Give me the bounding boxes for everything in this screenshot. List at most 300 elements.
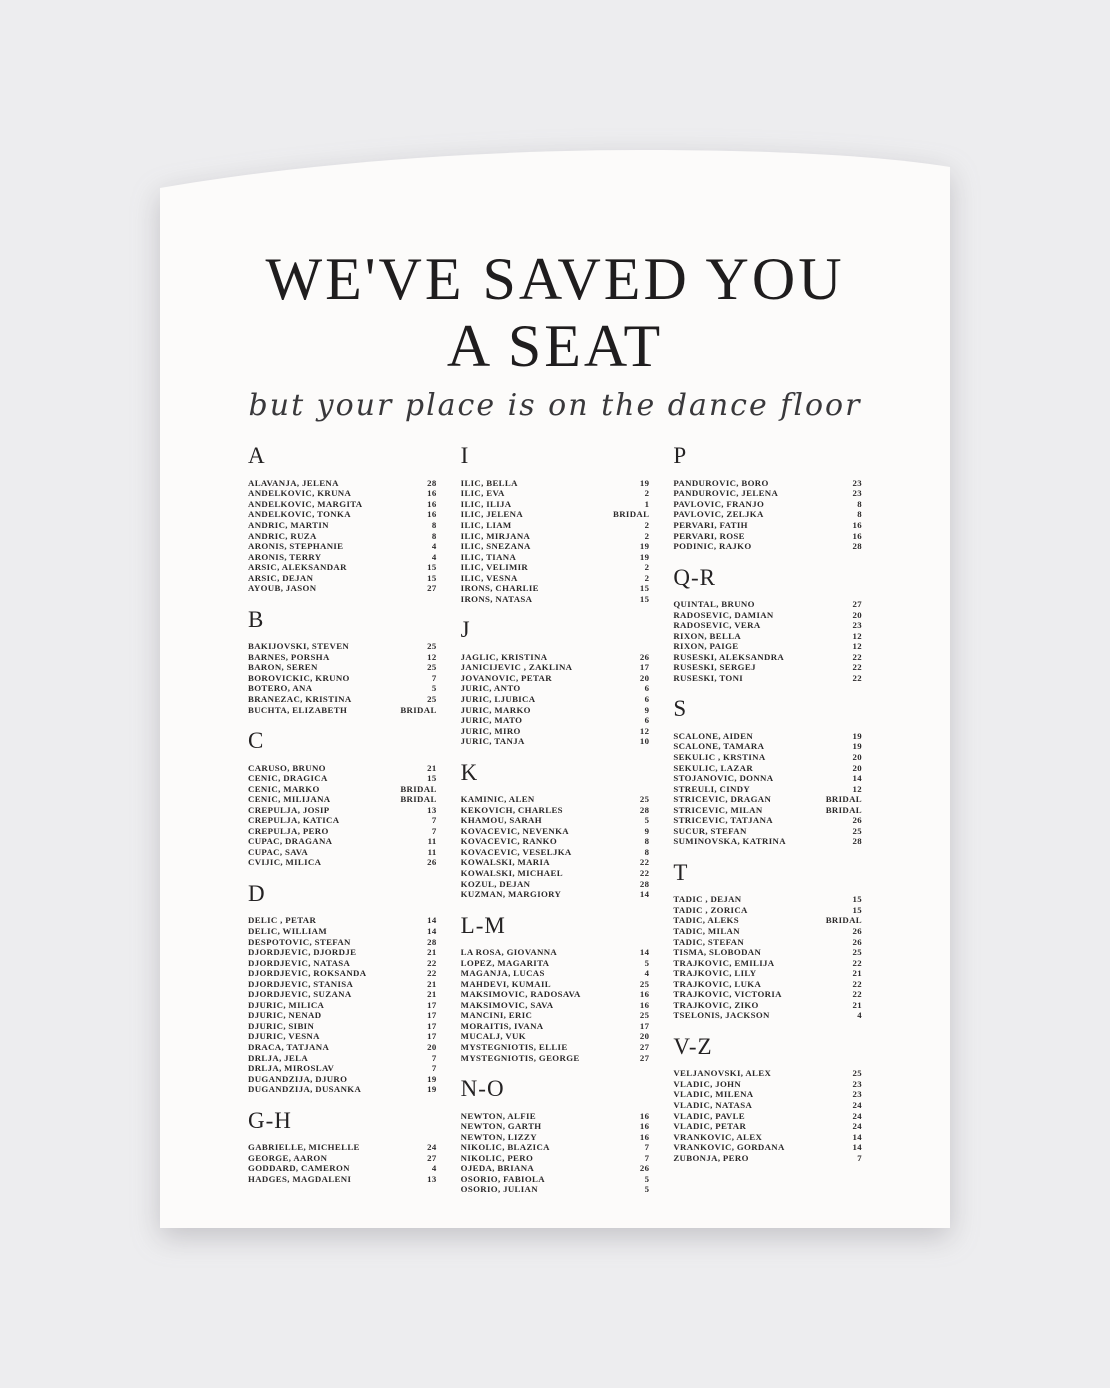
guest-name: ANDELKOVIC, TONKA bbox=[248, 509, 351, 520]
table-number: 28 bbox=[427, 477, 437, 488]
letter-section-s bbox=[673, 696, 862, 846]
guest-name: RADOSEVIC, VERA bbox=[673, 620, 761, 631]
table-number: 25 bbox=[427, 662, 437, 673]
table-number: 17 bbox=[427, 1031, 437, 1042]
guest-name: ILIC, SNEZANA bbox=[460, 541, 531, 552]
guest-name: OSORIO, FABIOLA bbox=[460, 1173, 545, 1184]
table-number: 8 bbox=[644, 836, 650, 847]
table-number: 6 bbox=[644, 694, 650, 704]
guest-name: KHAMOU, SARAH bbox=[460, 815, 542, 826]
guest-name: NIKOLIC, PERO bbox=[460, 1152, 534, 1163]
guest-row bbox=[673, 673, 862, 684]
guest-name: NIKOLIC, BLAZICA bbox=[460, 1142, 550, 1153]
guest-name: PODINIC, RAJKO bbox=[673, 541, 752, 552]
guest-row bbox=[461, 1111, 650, 1122]
guest-name: VLADIC, PAVLE bbox=[673, 1110, 746, 1121]
guest-name: KOVACEVIC, VESELJKA bbox=[460, 846, 572, 857]
guest-name: JURIC, TANJA bbox=[460, 736, 525, 747]
guest-name: PERVARI, FATIH bbox=[673, 520, 748, 530]
guest-row bbox=[461, 805, 650, 816]
guest-name: MAKSIMOVIC, RADOSAVA bbox=[460, 989, 581, 1000]
poster-title bbox=[248, 194, 862, 380]
guest-row bbox=[461, 509, 650, 520]
table-number: 5 bbox=[644, 957, 650, 968]
table-number: 28 bbox=[639, 878, 650, 889]
guest-row bbox=[461, 594, 650, 605]
guest-row bbox=[248, 552, 437, 563]
table-number: 19 bbox=[852, 741, 863, 752]
guest-row bbox=[673, 1100, 862, 1111]
guest-name: IRONS, CHARLIE bbox=[460, 583, 539, 594]
guest-name: MYSTEGNIOTIS, GEORGE bbox=[460, 1052, 580, 1063]
guest-name: DUGANDZIJA, DJURO bbox=[248, 1073, 348, 1084]
guest-row bbox=[248, 1084, 437, 1095]
table-number: 14 bbox=[852, 1131, 863, 1142]
table-number: 21 bbox=[852, 999, 863, 1010]
guest-row bbox=[248, 573, 437, 584]
guest-row bbox=[673, 905, 862, 916]
table-number: 25 bbox=[852, 825, 863, 836]
guest-name: QUINTAL, BRUNO bbox=[673, 599, 755, 610]
guest-name: TRAJKOVIC, LILY bbox=[673, 968, 757, 979]
guest-row bbox=[248, 947, 437, 958]
guest-name: JANICIJEVIC , ZAKLINA bbox=[460, 662, 573, 673]
guest-name: GEORGE, AARON bbox=[248, 1152, 328, 1163]
table-number: 16 bbox=[639, 1131, 650, 1142]
table-number: 28 bbox=[852, 836, 863, 847]
guest-name: ILIC, MIRJANA bbox=[460, 530, 531, 541]
guest-row bbox=[461, 478, 650, 489]
guest-name: RUSESKI, TONI bbox=[673, 672, 744, 683]
table-number: 21 bbox=[852, 968, 863, 979]
table-number: 2 bbox=[644, 488, 650, 499]
guest-row bbox=[248, 705, 437, 716]
guest-row bbox=[673, 826, 862, 837]
guest-name: CENIC, DRAGICA bbox=[248, 773, 328, 784]
title-line-1: WE'VE SAVED YOU bbox=[265, 246, 845, 312]
guest-name: DRACA, TATJANA bbox=[248, 1042, 330, 1052]
guest-name: ANDELKOVIC, KRUNA bbox=[248, 488, 352, 499]
guest-row bbox=[248, 784, 437, 795]
guest-name: DJURIC, VESNA bbox=[248, 1031, 320, 1042]
table-number: 26 bbox=[639, 1163, 650, 1174]
guest-column-2 bbox=[461, 443, 650, 1195]
guest-name: VELJANOVSKI, ALEX bbox=[673, 1068, 772, 1079]
guest-name: KEKOVICH, CHARLES bbox=[460, 804, 563, 815]
guest-name: OJEDA, BRIANA bbox=[460, 1163, 535, 1174]
guest-row bbox=[248, 1031, 437, 1042]
table-number: 7 bbox=[431, 1052, 437, 1063]
guest-row bbox=[461, 1031, 650, 1042]
guest-name: MAHDEVI, KUMAIL bbox=[460, 978, 551, 989]
guest-name: DESPOTOVIC, STEFAN bbox=[248, 936, 351, 947]
guest-name: BRANEZAC, KRISTINA bbox=[248, 694, 352, 704]
guest-row bbox=[248, 1142, 437, 1153]
guest-name: LOPEZ, MAGARITA bbox=[460, 957, 550, 968]
guest-row bbox=[248, 562, 437, 573]
guest-name: SEKULIC , KRSTINA bbox=[673, 751, 766, 762]
guest-name: KOZUL, DEJAN bbox=[460, 878, 531, 889]
guest-name: ANDRIC, MARTIN bbox=[248, 520, 329, 530]
guest-name: MANCINI, ERIC bbox=[460, 1010, 533, 1021]
guest-name: BAKIJOVSKI, STEVEN bbox=[248, 641, 350, 652]
guest-row bbox=[673, 815, 862, 826]
guest-name: CVIJIC, MILICA bbox=[248, 857, 322, 868]
table-number: 8 bbox=[857, 509, 863, 520]
table-number: 14 bbox=[852, 773, 863, 784]
table-number: 17 bbox=[639, 662, 650, 673]
guest-row bbox=[248, 979, 437, 990]
guest-column-1 bbox=[248, 443, 437, 1195]
guest-row bbox=[673, 784, 862, 795]
table-number: 22 bbox=[852, 989, 863, 1000]
guest-name: VLADIC, PETAR bbox=[673, 1121, 747, 1132]
guest-name: KUZMAN, MARGIORY bbox=[460, 889, 562, 900]
guest-name: VLADIC, JOHN bbox=[673, 1078, 742, 1089]
guest-name: DJORDJEVIC, ROKSANDA bbox=[248, 968, 367, 979]
table-number: 15 bbox=[639, 583, 650, 594]
guest-name: RUSESKI, ALEKSANDRA bbox=[673, 651, 785, 662]
guest-row bbox=[461, 583, 650, 594]
guest-row bbox=[461, 736, 650, 747]
guest-row bbox=[673, 1010, 862, 1021]
guest-row bbox=[248, 926, 437, 937]
table-number: 9 bbox=[644, 704, 650, 715]
table-number: 8 bbox=[644, 846, 650, 857]
guest-row bbox=[673, 805, 862, 816]
guest-name: KOWALSKI, MICHAEL bbox=[460, 868, 563, 878]
guest-name: DELIC , PETAR bbox=[248, 915, 317, 926]
table-number: 15 bbox=[427, 562, 437, 573]
table-number: BRIDAL bbox=[825, 915, 863, 926]
guest-row bbox=[461, 1010, 650, 1021]
table-number: BRIDAL bbox=[825, 794, 863, 805]
guest-row bbox=[461, 520, 650, 531]
table-number: 22 bbox=[852, 672, 863, 683]
guest-row bbox=[461, 989, 650, 1000]
table-number: 21 bbox=[427, 978, 437, 989]
guest-name: TADIC, STEFAN bbox=[673, 936, 745, 947]
poster-subtitle: but your place is on the dance floor bbox=[248, 388, 862, 424]
guest-row bbox=[248, 1042, 437, 1053]
guest-row bbox=[248, 641, 437, 652]
table-number: 11 bbox=[427, 846, 437, 857]
guest-row bbox=[673, 752, 862, 763]
guest-row bbox=[248, 815, 437, 826]
table-number: 7 bbox=[644, 1142, 650, 1153]
guest-row bbox=[673, 968, 862, 979]
section-letter: P bbox=[673, 443, 688, 469]
guest-row bbox=[461, 673, 650, 684]
guest-name: ILIC, TIANA bbox=[460, 551, 517, 562]
guest-row bbox=[461, 1184, 650, 1195]
section-letter: C bbox=[248, 728, 265, 754]
guest-row bbox=[248, 652, 437, 663]
guest-name: DUGANDZIJA, DUSANKA bbox=[248, 1084, 362, 1095]
letter-section-a bbox=[248, 443, 437, 593]
guest-name: AYOUB, JASON bbox=[248, 583, 317, 594]
guest-name: MYSTEGNIOTIS, ELLIE bbox=[460, 1042, 568, 1052]
table-number: 16 bbox=[639, 1110, 650, 1121]
guest-name: ANDRIC, RUZA bbox=[248, 530, 317, 541]
table-number: 11 bbox=[427, 836, 437, 847]
letter-section-v-z bbox=[673, 1034, 862, 1163]
table-number: 14 bbox=[639, 947, 650, 958]
table-number: 22 bbox=[852, 651, 863, 662]
guest-name: GABRIELLE, MICHELLE bbox=[248, 1142, 360, 1153]
guest-name: OSORIO, JULIAN bbox=[460, 1184, 538, 1195]
guest-row bbox=[461, 979, 650, 990]
letter-section-d bbox=[248, 881, 437, 1095]
guest-name: JAGLIC, KRISTINA bbox=[460, 651, 548, 662]
table-number: 2 bbox=[644, 572, 650, 583]
guest-row bbox=[248, 989, 437, 1000]
guest-row bbox=[461, 1121, 650, 1132]
section-letter: S bbox=[673, 696, 688, 722]
letter-section-c bbox=[248, 728, 437, 868]
guest-name: PERVARI, ROSE bbox=[673, 530, 745, 541]
guest-name: ZUBONJA, PERO bbox=[673, 1152, 749, 1163]
guest-name: ANDELKOVIC, MARGITA bbox=[248, 498, 363, 509]
guest-row bbox=[673, 1068, 862, 1079]
table-number: 14 bbox=[852, 1142, 863, 1153]
table-number: 26 bbox=[852, 936, 863, 947]
guest-name: RADOSEVIC, DAMIAN bbox=[673, 609, 774, 620]
guest-row bbox=[461, 815, 650, 826]
guest-name: TRAJKOVIC, EMILIJA bbox=[673, 957, 775, 968]
guest-name: RUSESKI, SERGEJ bbox=[673, 662, 756, 673]
section-letter: T bbox=[673, 859, 689, 885]
table-number: 12 bbox=[852, 641, 863, 652]
guest-row bbox=[461, 857, 650, 868]
guest-row bbox=[673, 926, 862, 937]
table-number: BRIDAL bbox=[400, 783, 437, 794]
table-number: 24 bbox=[852, 1121, 863, 1132]
guest-row bbox=[248, 531, 437, 542]
table-number: 16 bbox=[427, 498, 437, 509]
guest-name: CREPULJA, JOSIP bbox=[248, 804, 330, 815]
table-number: 25 bbox=[852, 947, 863, 958]
table-number: 27 bbox=[427, 1152, 437, 1163]
table-number: 25 bbox=[639, 978, 650, 989]
guest-row bbox=[248, 958, 437, 969]
guest-name: DJURIC, SIBIN bbox=[248, 1020, 315, 1031]
guest-name: JURIC, MIRO bbox=[460, 725, 521, 736]
table-number: 25 bbox=[427, 694, 437, 704]
guest-row bbox=[248, 499, 437, 510]
section-letter: V-Z bbox=[673, 1033, 713, 1059]
guest-name: BARNES, PORSHA bbox=[248, 651, 330, 662]
guest-name: SUMINOVSKA, KATRINA bbox=[673, 836, 786, 847]
table-number: 17 bbox=[427, 999, 437, 1010]
section-letter: D bbox=[248, 881, 266, 906]
guest-name: ILIC, EVA bbox=[460, 488, 505, 499]
table-number: 28 bbox=[427, 936, 437, 947]
guest-row bbox=[673, 836, 862, 847]
guest-row bbox=[248, 583, 437, 594]
letter-section-l-m bbox=[461, 913, 650, 1063]
table-number: 22 bbox=[427, 968, 437, 979]
guest-row bbox=[461, 1174, 650, 1185]
table-number: 20 bbox=[852, 751, 863, 762]
guest-name: KOVACEVIC, RANKO bbox=[460, 836, 558, 847]
section-letter: Q-R bbox=[673, 564, 716, 590]
table-number: 4 bbox=[431, 1163, 437, 1174]
guest-name: ILIC, JELENA bbox=[460, 509, 524, 520]
table-number: 4 bbox=[857, 1010, 863, 1021]
table-number: 22 bbox=[852, 978, 863, 989]
table-number: 23 bbox=[852, 477, 863, 488]
guest-name: ARONIS, STEPHANIE bbox=[248, 541, 344, 552]
guest-name: MORAITIS, IVANA bbox=[460, 1020, 544, 1031]
table-number: 21 bbox=[427, 989, 437, 1000]
table-number: 28 bbox=[852, 541, 863, 552]
guest-name: BOTERO, ANA bbox=[248, 683, 313, 694]
guest-row bbox=[248, 673, 437, 684]
table-number: 17 bbox=[427, 1010, 437, 1021]
guest-name: PANDUROVIC, JELENA bbox=[673, 488, 779, 499]
guest-name: RIXON, BELLA bbox=[673, 630, 742, 641]
guest-row bbox=[673, 641, 862, 652]
guest-name: TADIC, ALEKS bbox=[673, 915, 739, 926]
table-number: 15 bbox=[427, 773, 437, 784]
guest-row bbox=[673, 979, 862, 990]
guest-name: PAVLOVIC, FRANJO bbox=[673, 498, 765, 509]
guest-row bbox=[461, 868, 650, 879]
guest-row bbox=[248, 541, 437, 552]
guest-row bbox=[673, 1089, 862, 1100]
table-number: 19 bbox=[639, 541, 650, 552]
guest-row bbox=[673, 937, 862, 948]
letter-section-k bbox=[461, 760, 650, 900]
guest-name: KOWALSKI, MARIA bbox=[460, 857, 550, 868]
letter-section-t bbox=[673, 860, 862, 1021]
guest-name: KAMINIC, ALEN bbox=[460, 794, 535, 805]
guest-name: NEWTON, GARTH bbox=[460, 1121, 542, 1132]
table-number: 4 bbox=[431, 541, 437, 552]
table-number: 19 bbox=[639, 551, 650, 562]
guest-row bbox=[248, 520, 437, 531]
guest-row bbox=[461, 1142, 650, 1153]
guest-name: SCALONE, AIDEN bbox=[673, 730, 754, 741]
guest-row bbox=[673, 731, 862, 742]
table-number: 26 bbox=[639, 651, 650, 662]
guest-name: PAVLOVIC, ZELJKA bbox=[673, 509, 764, 520]
guest-name: TSELONIS, JACKSON bbox=[673, 1010, 770, 1021]
table-number: 6 bbox=[644, 683, 650, 694]
guest-row bbox=[248, 915, 437, 926]
guest-row bbox=[673, 652, 862, 663]
guest-name: DJORDJEVIC, STANISA bbox=[248, 978, 354, 989]
guest-name: STRICEVIC, MILAN bbox=[673, 804, 763, 815]
table-number: 26 bbox=[852, 815, 863, 826]
table-number: 23 bbox=[852, 620, 863, 631]
table-number: BRIDAL bbox=[400, 704, 437, 715]
guest-name: SCALONE, TAMARA bbox=[673, 741, 765, 752]
guest-row bbox=[248, 662, 437, 673]
table-number: 20 bbox=[639, 672, 650, 683]
guest-name: NEWTON, LIZZY bbox=[460, 1131, 537, 1142]
letter-section-j bbox=[461, 617, 650, 746]
guest-name: CENIC, MARKO bbox=[248, 783, 320, 794]
guest-name: MAKSIMOVIC, SAVA bbox=[460, 999, 554, 1010]
guest-row bbox=[248, 826, 437, 837]
table-number: 5 bbox=[431, 683, 437, 694]
table-number: 5 bbox=[644, 815, 650, 826]
guest-name: ILIC, VESNA bbox=[460, 572, 518, 583]
guest-row bbox=[248, 836, 437, 847]
table-number: 28 bbox=[639, 804, 650, 815]
table-number: 23 bbox=[852, 1078, 863, 1089]
letter-section-b bbox=[248, 607, 437, 715]
table-number: 23 bbox=[852, 488, 863, 499]
table-number: 24 bbox=[852, 1110, 863, 1121]
guest-name: RIXON, PAIGE bbox=[673, 641, 739, 652]
section-letter: N-O bbox=[460, 1076, 505, 1102]
guest-row bbox=[461, 715, 650, 726]
table-number: 14 bbox=[639, 889, 650, 900]
letter-section-g-h bbox=[248, 1108, 437, 1185]
guest-row bbox=[673, 488, 862, 499]
table-number: 16 bbox=[852, 520, 863, 530]
guest-row bbox=[461, 541, 650, 552]
letter-section-i bbox=[461, 443, 650, 604]
table-number: 8 bbox=[431, 530, 437, 541]
table-number: 12 bbox=[852, 630, 863, 641]
guest-name: STOJANOVIC, DONNA bbox=[673, 773, 774, 784]
table-number: 17 bbox=[639, 1020, 650, 1031]
guest-name: ARONIS, TERRY bbox=[248, 551, 322, 562]
table-number: 13 bbox=[427, 804, 437, 815]
table-number: 19 bbox=[427, 1073, 437, 1084]
table-number: 20 bbox=[852, 762, 863, 773]
table-number: 2 bbox=[644, 520, 650, 530]
guest-row bbox=[673, 599, 862, 610]
table-number: 21 bbox=[427, 947, 437, 958]
table-number: 20 bbox=[639, 1031, 650, 1042]
table-number: 21 bbox=[427, 762, 437, 773]
guest-name: TADIC , ZORICA bbox=[673, 904, 748, 915]
guest-row bbox=[248, 1053, 437, 1064]
guest-row bbox=[673, 1111, 862, 1122]
guest-row bbox=[461, 826, 650, 837]
guest-row bbox=[248, 1000, 437, 1011]
table-number: 2 bbox=[644, 530, 650, 541]
guest-row bbox=[248, 1063, 437, 1074]
table-number: 9 bbox=[644, 825, 650, 836]
guest-name: GODDARD, CAMERON bbox=[248, 1163, 350, 1174]
guest-row bbox=[673, 1079, 862, 1090]
table-number: 25 bbox=[427, 641, 437, 652]
guest-name: DJURIC, NENAD bbox=[248, 1010, 322, 1021]
guest-row bbox=[248, 1021, 437, 1032]
guest-row bbox=[248, 968, 437, 979]
guest-name: JOVANOVIC, PETAR bbox=[460, 672, 552, 683]
guest-row bbox=[461, 683, 650, 694]
guest-row bbox=[461, 889, 650, 900]
section-letter: J bbox=[460, 617, 471, 643]
guest-name: HADGES, MAGDALENI bbox=[248, 1173, 352, 1184]
guest-name: BUCHTA, ELIZABETH bbox=[248, 704, 348, 715]
seating-chart-poster bbox=[160, 148, 950, 1228]
table-number: 15 bbox=[427, 572, 437, 583]
table-number: 12 bbox=[427, 651, 437, 662]
section-letter: A bbox=[248, 443, 266, 469]
table-number: 25 bbox=[639, 1010, 650, 1021]
guest-row bbox=[673, 620, 862, 631]
guest-name: TADIC, MILAN bbox=[673, 925, 740, 936]
table-number: 2 bbox=[644, 562, 650, 573]
